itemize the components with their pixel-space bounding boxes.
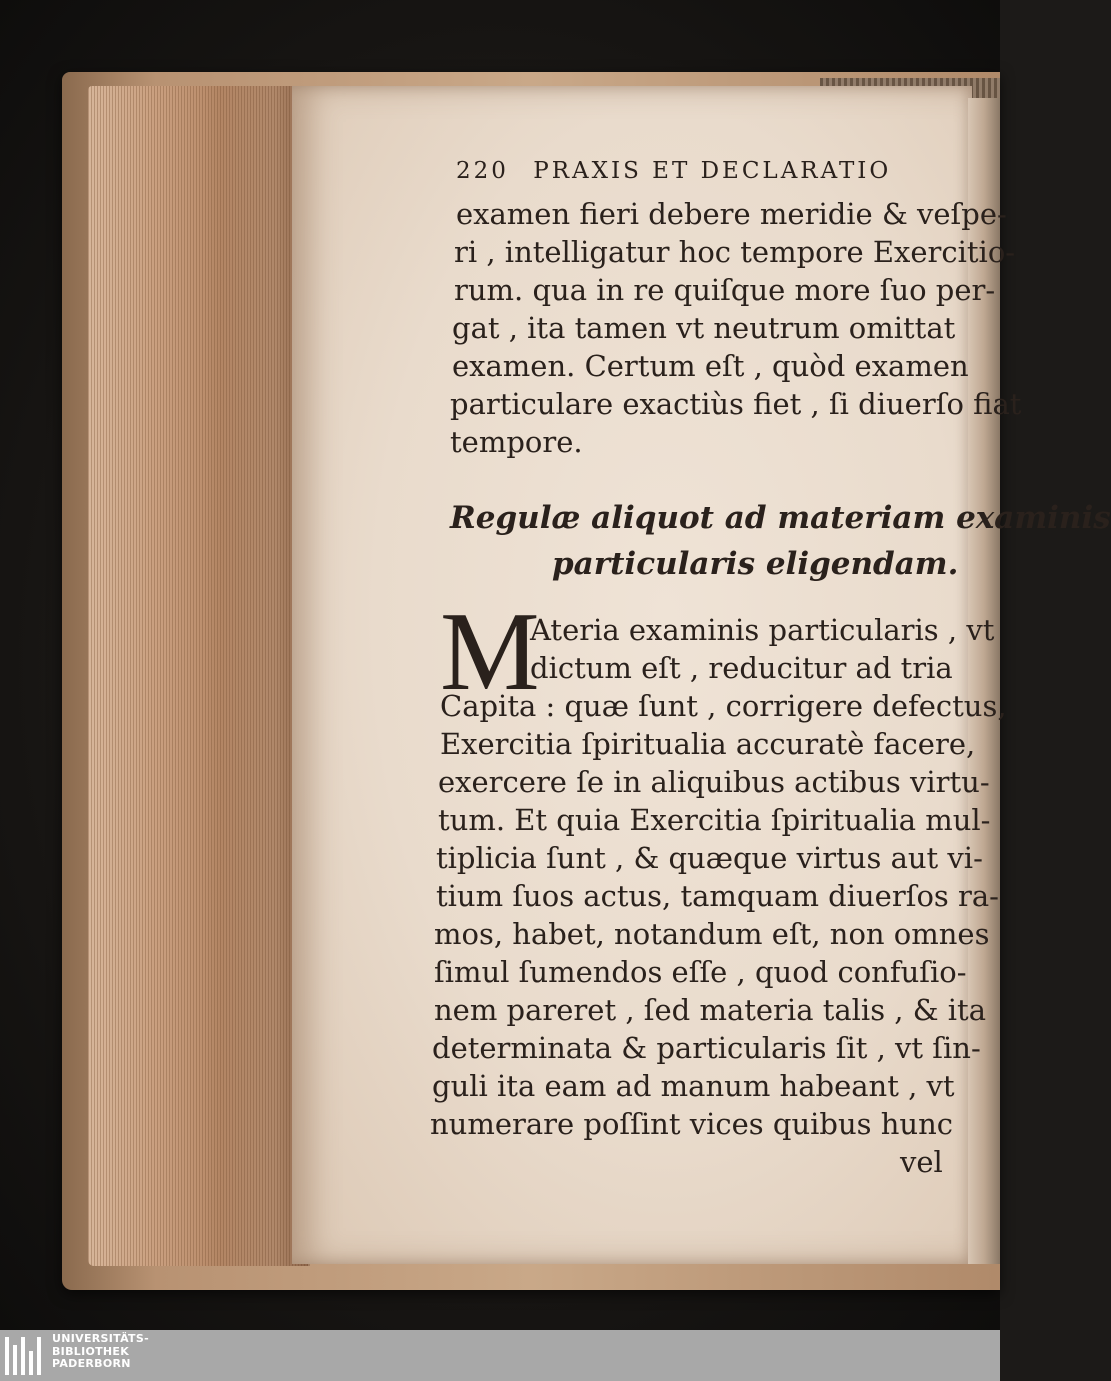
body-line: tium ſuos actus, tamquam diuerſos ra- [436, 879, 999, 913]
body-line: Ateria examinis particularis , vt [530, 613, 995, 647]
body-line: mos, habet, notandum eſt, non omnes [434, 917, 990, 951]
body-line: particulare exactiùs fiet , ſi diuerſo fiat [450, 387, 1022, 421]
body-line: gat , ita tamen vt neutrum omittat [452, 311, 956, 345]
page-number: 220 [456, 158, 509, 184]
body-line: rum. qua in re quiſque more ſuo per- [454, 273, 996, 307]
running-head [456, 158, 891, 184]
body-line: ſimul ſumendos eſſe , quod confuſio- [434, 955, 967, 989]
body-line: ri , intelligatur hoc tempore Exercitio- [454, 235, 1016, 269]
section-heading-line: particularis eligendam. [552, 546, 959, 582]
body-line: dictum eſt , reducitur ad tria [530, 651, 953, 685]
logo-line: PADERBORN [52, 1357, 131, 1370]
body-line: examen fieri debere meridie & veſpe- [456, 197, 1007, 231]
drop-cap-initial: M [440, 590, 540, 714]
logo-line: UNIVERSITÄTS- [52, 1332, 149, 1345]
body-line: numerare poſſint vices quibus hunc [430, 1107, 954, 1141]
body-line: guli ita eam ad manum habeant , vt [432, 1069, 955, 1103]
body-line: examen. Certum eſt , quòd examen [452, 349, 969, 383]
library-logo-icon [5, 1337, 45, 1375]
body-line: Capita : quæ ſunt , corrigere defectus, [440, 689, 1007, 723]
section-heading-line: Regulæ aliquot ad materiam examinis [450, 500, 1111, 536]
library-logo-text [52, 1333, 149, 1371]
footer-bar [0, 1330, 1000, 1381]
body-line: Exercitia ſpiritualia accuratè facere, [440, 727, 976, 761]
running-title: PRAXIS ET DECLARATIO [533, 158, 892, 184]
body-line: tiplicia ſunt , & quæque virtus aut vi- [436, 841, 983, 875]
body-line: exercere ſe in aliquibus actibus virtu- [438, 765, 990, 799]
body-line: tum. Et quia Exercitia ſpiritualia mul- [438, 803, 991, 837]
body-line: tempore. [450, 425, 583, 459]
catchword: vel [900, 1145, 943, 1179]
logo-line: BIBLIOTHEK [52, 1344, 130, 1358]
body-line: determinata & particularis ſit , vt ſin- [432, 1031, 981, 1065]
body-line: nem pareret , ſed materia talis , & ita [434, 993, 986, 1027]
